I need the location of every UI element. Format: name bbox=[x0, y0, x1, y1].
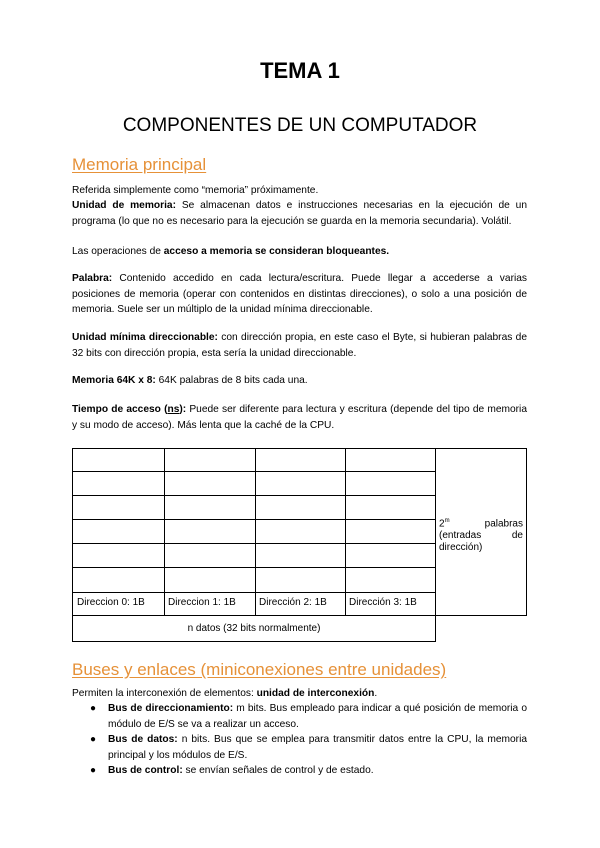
memory-table bbox=[72, 448, 436, 616]
list-item-bus-direccionamiento: ● Bus de direccionamiento: m bits. Bus empleado para indicar a qué posición de memoria o módulo de E/S se va a realizar un acceso. bbox=[90, 703, 527, 730]
page-title: TEMA 1 bbox=[260, 58, 340, 83]
table-row-line bbox=[73, 592, 435, 593]
bus-list bbox=[72, 701, 527, 779]
term-unidad-memoria: Unidad de memoria: bbox=[72, 200, 176, 211]
table-row-line bbox=[73, 543, 435, 544]
address-cell-1: Direccion 1: 1B bbox=[168, 597, 236, 608]
paragraph-buses-intro: Permiten la interconexión de elementos: unidad de interconexión. bbox=[72, 688, 378, 699]
list-item-bus-control: ● Bus de control: se envían señales de control y de estado. bbox=[72, 763, 527, 779]
table-row-line bbox=[73, 471, 435, 472]
term-palabra: Palabra: bbox=[72, 273, 113, 284]
paragraph-intro: Referida simplemente como “memoria” próximamente. bbox=[72, 185, 319, 196]
paragraph-tiempo-acceso: Tiempo de acceso (ns): Puede ser diferente para lectura y escritura (depende del tipo de memoria y su modo de acceso). Más lenta que la caché de la CPU. bbox=[72, 404, 527, 431]
table-row-line bbox=[73, 519, 435, 520]
address-cell-3: Dirección 3: 1B bbox=[349, 597, 417, 608]
section-heading-memoria: Memoria principal bbox=[72, 155, 207, 174]
table-row-line bbox=[73, 567, 435, 568]
data-width-label: n datos (32 bits normalmente) bbox=[72, 616, 436, 642]
bullet-icon: ● bbox=[90, 703, 97, 714]
paragraph-operaciones: Las operaciones de acceso a memoria se consideran bloqueantes. bbox=[72, 246, 390, 257]
bullet-icon: ● bbox=[90, 734, 97, 745]
term-memoria-64k: Memoria 64K x 8: bbox=[72, 375, 156, 386]
page-subtitle: COMPONENTES DE UN COMPUTADOR bbox=[122, 115, 478, 136]
bullet-icon: ● bbox=[90, 765, 97, 776]
words-side-label: 2$^m$ palabras (entradas de dirección) bbox=[439, 518, 523, 554]
address-cell-0: Direccion 0: 1B bbox=[77, 597, 145, 608]
paragraph-unidad-minima: Unidad mínima direccionable: con dirección propia, en este caso el Byte, si hubieran palabras de 32 bits con dirección propia, esta sería la unidad direccionable. bbox=[72, 332, 527, 359]
term-unidad-minima: Unidad mínima direccionable: bbox=[72, 332, 218, 343]
paragraph-palabra: Palabra: Contenido accedido en cada lectura/escritura. Puede llegar a accederse a varias posiciones de memoria (operar con contenidos en distintas direcciones), o solo a una posición de memoria. Suele ser un múltiplo de la unidad mínima direccionable. bbox=[72, 273, 527, 315]
table-col-line bbox=[255, 449, 256, 615]
address-cell-2: Dirección 2: 1B bbox=[259, 597, 327, 608]
section-heading-buses: Buses y enlaces (miniconexiones entre unidades) bbox=[72, 660, 447, 679]
term-tiempo-acceso: Tiempo de acceso (ns): bbox=[72, 404, 187, 415]
table-col-line bbox=[164, 449, 165, 615]
paragraph-memoria-64k: Memoria 64K x 8: 64K palabras de 8 bits cada una. bbox=[72, 375, 308, 386]
table-col-line bbox=[345, 449, 346, 615]
list-item-bus-datos: ● Bus de datos: n bits. Bus que se emplea para transmitir datos entre la CPU, la memoria principal y los módulos de E/S. bbox=[90, 734, 527, 761]
paragraph-unidad-memoria: Unidad de memoria: Se almacenan datos e instrucciones necesarias en la ejecución de un programa (lo que no es necesario para la ejecución se guarda en la memoria secundaria). Volátil. bbox=[72, 200, 527, 227]
table-row-line bbox=[73, 495, 435, 496]
